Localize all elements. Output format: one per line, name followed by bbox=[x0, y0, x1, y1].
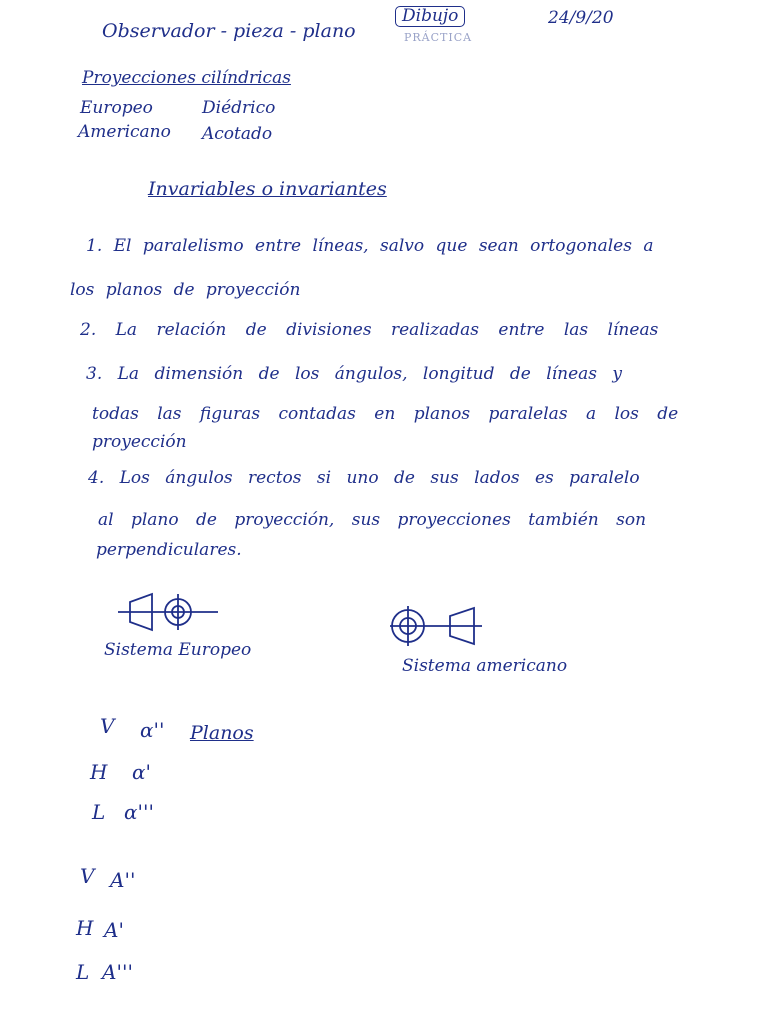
invariant-1-line-1: 1. El paralelismo entre líneas, salvo que sean ortogonales a bbox=[86, 236, 654, 256]
plane-h-symbol: α' bbox=[132, 760, 152, 784]
invariant-3-line-1: 3. La dimensión de los ángulos, longitud de líneas y bbox=[86, 364, 623, 384]
plane-l-label: L bbox=[92, 800, 106, 824]
point-v-symbol: A'' bbox=[110, 868, 136, 892]
invariant-3-line-3: proyección bbox=[92, 432, 187, 452]
european-system-symbol bbox=[118, 590, 228, 634]
invariant-2-line-1: 2. La relación de divisiones realizadas entre las líneas bbox=[80, 320, 659, 340]
projection-diedrico: Diédrico bbox=[202, 98, 276, 118]
projection-americano: Americano bbox=[78, 122, 171, 142]
date: 24/9/20 bbox=[548, 8, 614, 28]
projections-heading: Proyecciones cilíndricas bbox=[82, 68, 291, 88]
invariant-1-line-2: los planos de proyección bbox=[70, 280, 301, 300]
invariant-3-line-2: todas las figuras contadas en planos paralelas a los de bbox=[92, 404, 679, 424]
projection-europeo: Europeo bbox=[80, 98, 153, 118]
projection-acotado: Acotado bbox=[202, 124, 273, 144]
point-h-symbol: A' bbox=[104, 918, 124, 942]
invariant-4-line-2: al plano de proyección, sus proyecciones también son bbox=[98, 510, 647, 530]
european-system-label: Sistema Europeo bbox=[104, 640, 252, 660]
planes-heading: Planos bbox=[190, 722, 254, 744]
plane-h-label: H bbox=[90, 760, 108, 784]
american-system-label: Sistema americano bbox=[402, 656, 568, 676]
invariant-4-line-1: 4. Los ángulos rectos si uno de sus lados es paralelo bbox=[88, 468, 640, 488]
subject-note: PRÁCTICA bbox=[404, 31, 473, 44]
american-system-symbol bbox=[390, 604, 490, 648]
invariants-heading: Invariables o invariantes bbox=[148, 178, 387, 200]
subject-box: Dibujo bbox=[395, 6, 465, 27]
point-l-symbol: A''' bbox=[102, 960, 133, 984]
plane-v-label: V bbox=[100, 714, 115, 738]
header-title: Observador - pieza - plano bbox=[102, 20, 356, 42]
point-v-label: V bbox=[80, 864, 95, 888]
plane-v-symbol: α'' bbox=[140, 718, 165, 742]
invariant-4-line-3: perpendiculares. bbox=[96, 540, 242, 560]
plane-l-symbol: α''' bbox=[124, 800, 154, 824]
point-h-label: H bbox=[76, 916, 94, 940]
point-l-label: L bbox=[76, 960, 90, 984]
